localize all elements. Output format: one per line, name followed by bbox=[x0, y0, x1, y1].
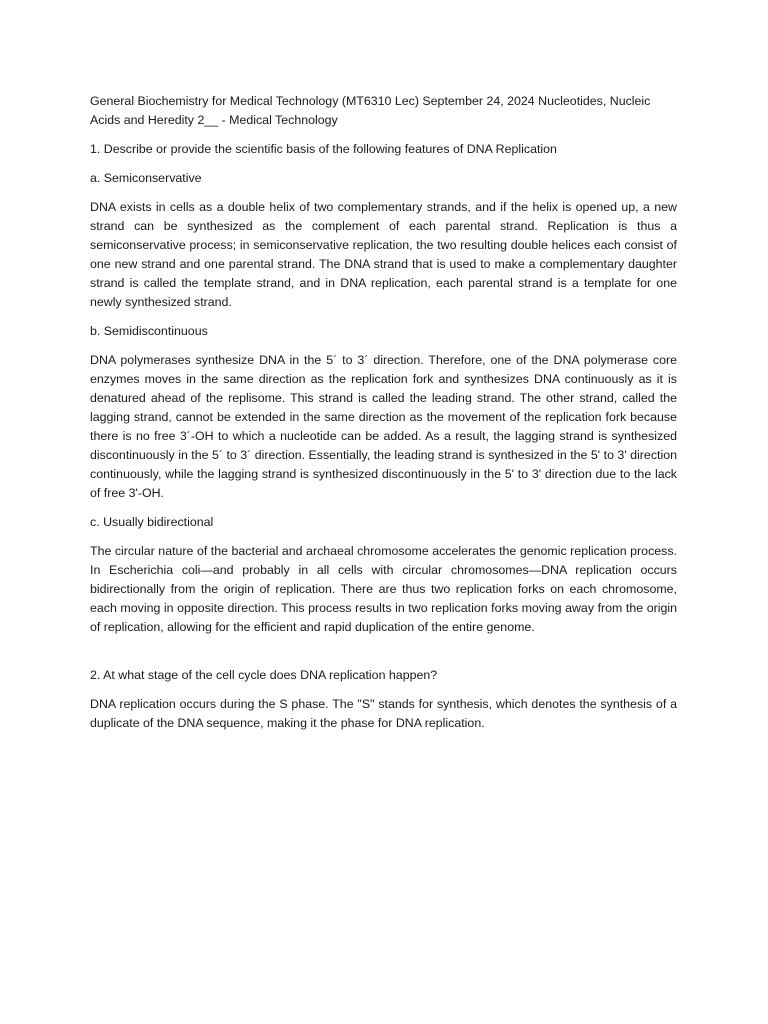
document-page bbox=[90, 92, 677, 743]
answer-semiconservative: DNA exists in cells as a double helix of two complementary strands, and if the helix is opened up, a new strand can be synthesized as the complement of each parental strand. Replication is thus a semiconservative process; in semiconservative replication, the two resulting double helices each consist of one new strand and one parental strand. The DNA strand that is used to make a complementary daughter strand is called the template strand, and in DNA replication, each parental strand is a template for one newly synthesized strand. bbox=[90, 200, 677, 309]
heading-semiconservative: a. Semiconservative bbox=[90, 171, 202, 185]
question-1: 1. Describe or provide the scientific basis of the following features of DNA Replication bbox=[90, 142, 557, 156]
heading-bidirectional: c. Usually bidirectional bbox=[90, 515, 214, 529]
answer-semidiscontinuous: DNA polymerases synthesize DNA in the 5´ to 3´ direction. Therefore, one of the DNA polymerase core enzymes moves in the same direction as the replication fork and synthesizes DNA continuously as it is denatured ahead of the replisome. This strand is called the leading strand. The other strand, called the lagging strand, cannot be extended in the same direction as the movement of the replication fork because there is no free 3´-OH to which a nucleotide can be added. As a result, the lagging strand is synthesized discontinuously in the 5´ to 3´ direction. Essentially, the leading strand is synthesized in the 5' to 3' direction continuously, while the lagging strand is synthesized discontinuously in the 5' to 3' direction due to the lack of free 3'-OH. bbox=[90, 353, 677, 500]
document-title: General Biochemistry for Medical Technology (MT6310 Lec) September 24, 2024 Nucleotides, Nucleic Acids and Heredity 2__ - Medical Technology bbox=[90, 94, 651, 127]
heading-semidiscontinuous: b. Semidiscontinuous bbox=[90, 324, 208, 338]
blank-line bbox=[90, 647, 677, 666]
answer-question-2: DNA replication occurs during the S phase. The "S" stands for synthesis, which denotes the synthesis of a duplicate of the DNA sequence, making it the phase for DNA replication. bbox=[90, 697, 677, 730]
question-2: 2. At what stage of the cell cycle does DNA replication happen? bbox=[90, 668, 438, 682]
answer-bidirectional: The circular nature of the bacterial and archaeal chromosome accelerates the genomic replication process. In Escherichia coli—and probably in all cells with circular chromosomes—DNA replication occurs bidirectionally from the origin of replication. There are thus two replication forks on each chromosome, each moving in opposite direction. This process results in two replication forks moving away from the origin of replication, allowing for the efficient and rapid duplication of the entire genome. bbox=[90, 544, 677, 634]
